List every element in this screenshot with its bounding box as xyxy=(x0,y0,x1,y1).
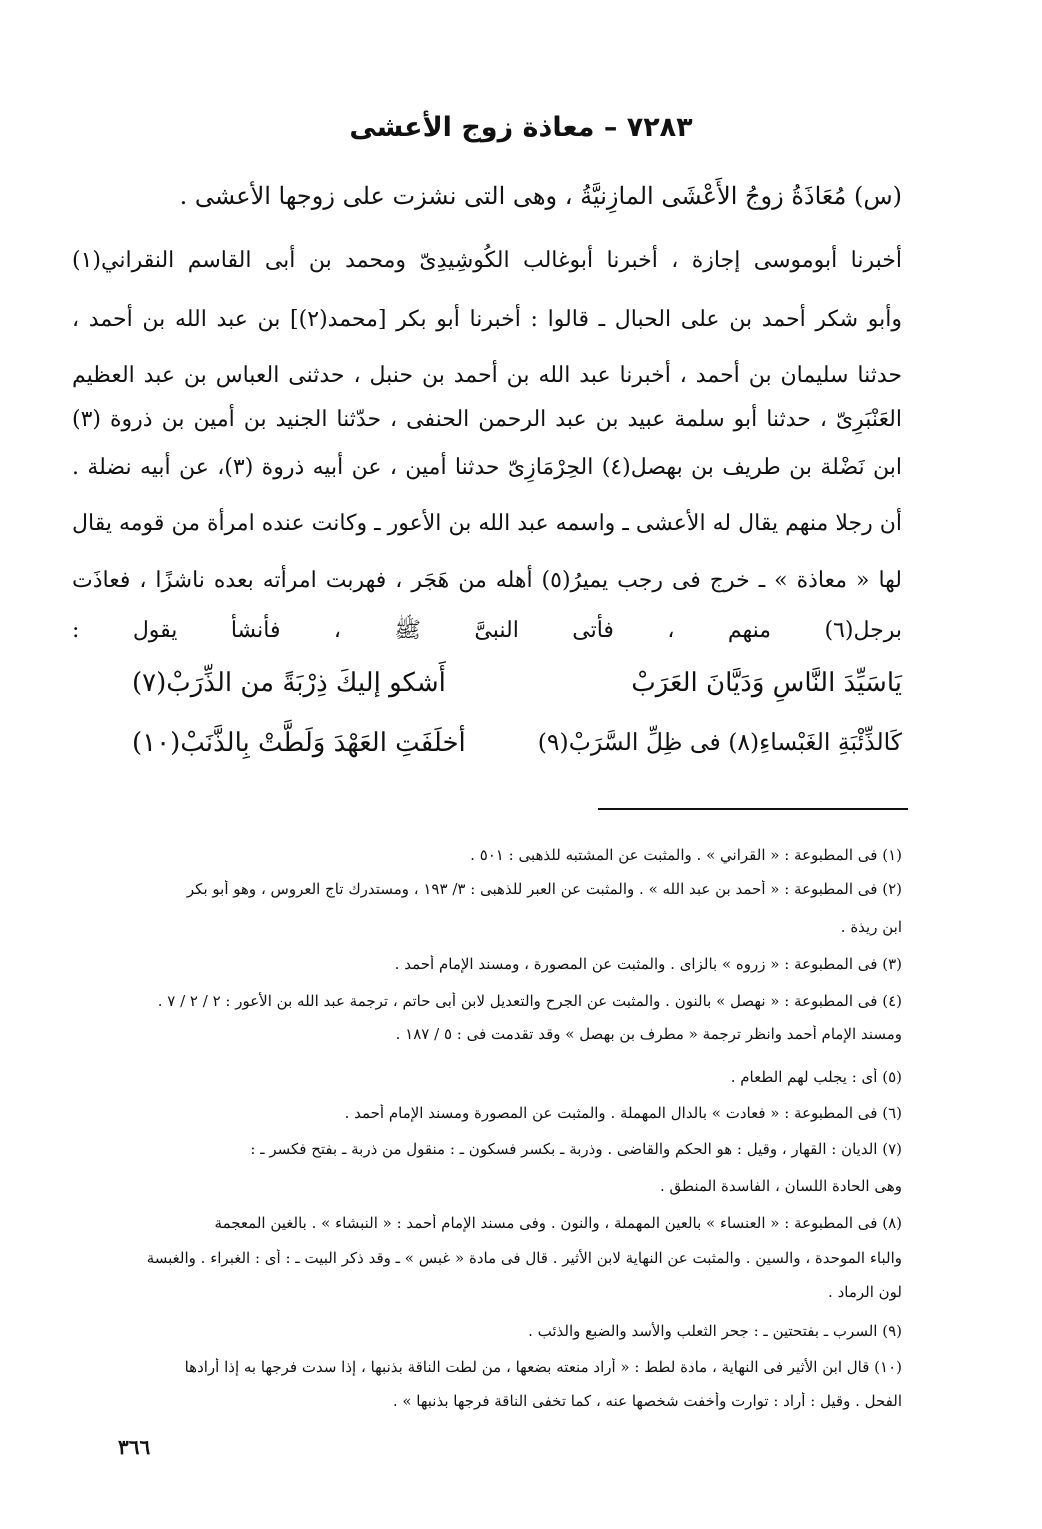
entry-intro: (س) مُعَاذَةُ زوجُ الأَعْشَى المازِنيَّةُ ، وهى التى نشزت على زوجها الأعشى . xyxy=(179,182,902,210)
footnote: (٢) فى المطبوعة : « أحمد بن عبد الله » . والمثبت عن العبر للذهبى : ٣/ ١٩٣ ، ومستدرك تاج العروس ، وهو أبو بكر xyxy=(186,880,902,898)
footnote-continuation: الفحل . وقيل : أراد : توارت وأخفت شخصها عنه ، كما تخفى الناقة فرجها بذنبها » . xyxy=(392,1392,902,1410)
footnote-continuation: وهى الحادة اللسان ، الفاسدة المنطق . xyxy=(659,1177,902,1195)
verse-first-hemistich: كَالذِّئْبَةِ الغَبْساءِ(٨) فى ظِلِّ السَّرَبْ(٩) xyxy=(537,728,902,756)
page-number: ٣٦٦ xyxy=(118,1435,151,1459)
verse-second-hemistich: أَشكو إليكَ ذِرْبَةً من الذِّرَبْ(٧) xyxy=(132,668,446,698)
footnote-divider xyxy=(598,808,908,810)
narration-line: برجل(٦) منهم ، فأتى النبىَّ ﷺ ، فأنشأ يقول : xyxy=(72,618,902,643)
narration-line: أن رجلا منهم يقال له الأعشى ـ واسمه عبد الله بن الأعور ـ وكانت عنده امرأة من قومه يقال xyxy=(72,511,902,536)
narration-line: العَنْبَرِىّ ، حدثنا أبو سلمة عبيد بن عبد الرحمن الحنفى ، حدّثنا الجنيد بن أمين بن ذروة (٣) xyxy=(72,407,902,432)
footnote: (١٠) قال ابن الأثير فى النهاية ، مادة لطط : « أراد منعته بضعها ، من لطت الناقة بذنبها ، إذا سدت فرجها به إذا أرادها xyxy=(184,1358,902,1376)
entry-heading: ٧٢٨٣ – معاذة زوج الأعشى xyxy=(349,112,693,143)
footnote: (٣) فى المطبوعة : « زروه » بالزاى . والمثبت عن المصورة ، ومسند الإمام أحمد . xyxy=(394,955,902,973)
footnote-continuation: ومسند الإمام أحمد وانظر ترجمة « مطرف بن بهصل » وقد تقدمت فى : ٥ / ١٨٧ . xyxy=(395,1025,902,1043)
footnote: (٩) السرب ـ بفتحتين ـ : جحر الثعلب والأسد والضبع والذئب . xyxy=(528,1322,902,1340)
narration-line: وأبو شكر أحمد بن على الحبال ـ قالوا : أخبرنا أبو بكر [محمد(٢)] بن عبد الله بن أحمد ، xyxy=(72,307,903,332)
footnote-continuation: والباء الموحدة ، والسين . والمثبت عن النهاية لابن الأثير . قال فى مادة « غبس » ـ وقد ذكر البيت ـ : أى : الغبراء . والغبسة xyxy=(146,1249,902,1267)
narration-line: حدثنا سليمان بن أحمد ، أخبرنا عبد الله بن أحمد بن حنبل ، حدثنى العباس بن عبد العظيم xyxy=(72,363,902,388)
footnote: (١) فى المطبوعة : « القراني » . والمثبت عن المشتبه للذهبى : ٥٠١ . xyxy=(470,846,902,864)
footnote: (٦) فى المطبوعة : « فعادت » بالدال المهملة . والمثبت عن المصورة ومسند الإمام أحمد . xyxy=(344,1104,902,1122)
footnote: (٥) أى : يجلب لهم الطعام . xyxy=(730,1068,902,1086)
narration-line: لها « معاذة » ـ خرج فى رجب يميرُ(٥) أهله من هَجَر ، فهربت امرأته بعده ناشزًا ، فعاذَت xyxy=(72,568,902,593)
verse-line xyxy=(132,668,902,718)
verse-second-hemistich: أخلَفَتِ العَهْدَ وَلَطَّتْ بِالذَّنَبْ(١٠) xyxy=(132,728,466,758)
verse-first-hemistich: يَاسَيِّدَ النَّاسِ وَدَيَّانَ العَرَبْ xyxy=(631,668,902,698)
verse-line xyxy=(132,728,902,778)
footnote: (٤) فى المطبوعة : « نهصل » بالنون . والمثبت عن الجرح والتعديل لابن أبى حاتم ، ترجمة عبد الله بن الأعور : ٢ / ٢ / ٧ . xyxy=(157,992,902,1010)
footnote-continuation: ابن ريذة . xyxy=(840,918,902,936)
narration-line: ابن نَضْلة بن طريف بن بهصل(٤) الحِرْمَازِىّ حدثنا أمين ، عن أبيه ذروة (٣)، عن أبيه نضلة . xyxy=(72,455,902,480)
footnote-continuation: لون الرماد . xyxy=(828,1283,902,1301)
footnote: (٧) الديان : القهار ، وقيل : هو الحكم والقاضى . وذربة ـ بكسر فسكون ـ : منقول من ذربة ـ بفتح فكسر ـ : xyxy=(250,1140,902,1158)
narration-line: أخبرنا أبوموسى إجازة ، أخبرنا أبوغالب الكُوشِيدِىّ ومحمد بن أبى القاسم النقراني(١) xyxy=(72,248,902,273)
footnote: (٨) فى المطبوعة : « العنساء » بالعين المهملة ، والنون . وفى مسند الإمام أحمد : « النبشاء » . بالغين المعجمة xyxy=(214,1214,902,1232)
